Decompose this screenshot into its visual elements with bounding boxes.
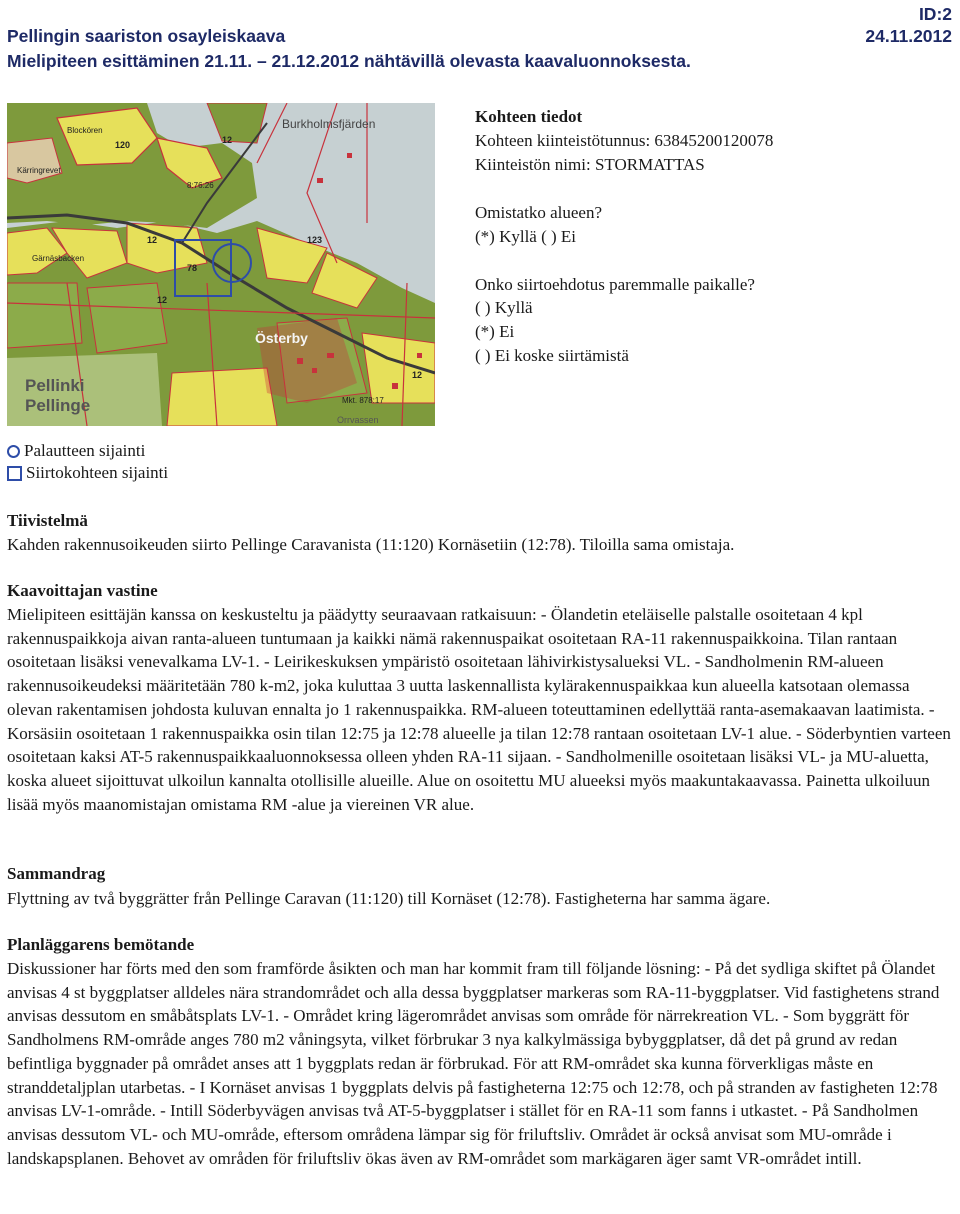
map-label: 8:76:26 — [187, 181, 214, 190]
map-parcel-number: 78 — [187, 263, 198, 273]
document-id: ID:2 — [918, 4, 952, 24]
map-label: Blockören — [67, 126, 103, 135]
siirto-question: Onko siirtoehdotus paremmalle paikalle? — [475, 275, 755, 294]
kiinteiston-nimi: Kiinteistön nimi: STORMATTAS — [475, 155, 705, 174]
siirto-answer-ei-koske: ( ) Ei koske siirtämistä — [475, 346, 629, 365]
legend-siirto — [7, 462, 168, 484]
square-marker-icon — [7, 466, 22, 481]
map-label: Österby — [255, 330, 308, 346]
map-label: Orrvassen — [337, 415, 379, 425]
circle-marker-icon — [7, 445, 20, 458]
map-image — [7, 103, 435, 426]
kohde-heading: Kohteen tiedot — [475, 107, 583, 126]
legend-palaute — [7, 440, 145, 462]
map-label: Pellinge — [25, 396, 91, 415]
planlaggare-text: Diskussioner har förts med den som framförde åsikten och man har kommit fram till följande lösning: - På det sydliga skiftet på Ölandet anvisas 4 st byggplatser alldeles nära strandområdet och alla dessa byggplatser markeras som RA-11-byggplatser. Vid fastighetens strand anvisas dessutom en småbåtsplats LV-1. - Området kring lägerområdet anvisas som område för närrekreation VL. - Som byggrätt för Sandholmens RM-område anges 780 m2 våningsyta, vilket förbrukar 3 nya kalkylmässiga bybyggplatser, då det på grund av redan befintliga byggnader på området anses att 1 byggplats redan är förbrukad. För att RM-området ska kunna förverkligas måste en stranddetaljplan utarbetas. - I Kornäset anvisas 1 byggplats delvis på fastigheterna 12:75 och 12:78, och på stranden av fastigheten 12:78 anvisas LV-1-område. - Intill Söderbyvägen anvisas två AT-5-byggplatser i stället för en RA-11 som fanns i utkastet. - På Sandholmen anvisas dessutom VL- och MU-område, eftersom områdena lämpar sig för friluftsliv. Området är också anvisat som MU-område i landskapsplanen. Behovet av områden för friluftsliv ökas även av RM-området som markägaren äger samt VR-området intill. — [7, 959, 940, 1168]
map-parcel-number: 120 — [115, 140, 131, 150]
map-parcel-number: 12 — [147, 235, 158, 245]
omistaja-answer: (*) Kyllä ( ) Ei — [475, 227, 577, 246]
map-label: Burkholmsfjärden — [282, 117, 376, 131]
kiinteistotunnus: Kohteen kiinteistötunnus: 63845200120078 — [475, 131, 774, 150]
document-date: 24.11.2012 — [865, 26, 952, 46]
sammandrag-text: Flyttning av två byggrätter från Pellinge Caravan (11:120) till Kornäset (12:78). Fastigheterna har samma ägare. — [7, 889, 771, 908]
map-label: Mkt. 878:17 — [342, 396, 384, 405]
tiivistelma-text: Kahden rakennusoikeuden siirto Pellinge Caravanista (11:120) Kornäsetiin (12:78). Tiloilla sama omistaja. — [7, 535, 735, 554]
document-title: Pellingin saariston osayleiskaava — [7, 26, 286, 46]
siirto-answer-kylla: ( ) Kyllä — [475, 298, 533, 317]
siirto-answer-ei: (*) Ei — [475, 322, 515, 341]
map-label: Kärringrevet — [17, 166, 61, 175]
vastine-text: Mielipiteen esittäjän kanssa on keskusteltu ja päädytty seuraavaan ratkaisuun: - Ölandetin eteläiselle palstalle osoitetaan 4 kpl rakennuspaikkoja aivan ranta-alueen tuntumaan ja kaikki nämä rakennuspaikat osoitetaan RA-11 rakennuspaikkoina. Tilan rantaan osoitetaan lisäksi venevalkama LV-1. - Leirikeskuksen ympäristö osoitetaan lähivirkistysalueksi VL. - Sandholmenin RM-alueen rakennusoikeudeksi määritetään 780 k-m2, joka kuluttaa 3 uutta laskennallista kylärakennuspaikkaa kun alueella katsotaan olemassa olevan rakentamisen johdosta kuluvan ennalta jo 1 rakennuspaikka. RM-alueen toteuttaminen edellyttää ranta-asemakaavan laatimista. - Korsäsiin osoitetaan 1 rakennuspaikka osin tilan 12:75 ja 12:78 alueelle ja tilan 12:78 rantaan osoitetaan LV-1 alue. - Söderbyntien varteen osoitetaan kaksi AT-5 rakennuspaikkaaluonnoksessa olleen yhden RA-11 sijaan. - Sandholmenille osoitetaan lisäksi VL- ja MU-aluetta, koska alueet sijoittuvat ulkoilun kannalta otollisille alueille. Alue on osoitettu MU alueeksi myös maakuntakaavassa. Painetta ulkoiluun lisää myös maanomistajan omistama RM -alue ja viereinen VR alue. — [7, 605, 951, 814]
tiivistelma-heading: Tiivistelmä — [7, 511, 88, 530]
legend-palaute-label: Palautteen sijainti — [24, 441, 146, 460]
map-parcel-number: 12 — [412, 370, 423, 380]
map-parcel-number: 123 — [307, 235, 323, 245]
omistaja-question: Omistatko alueen? — [475, 203, 602, 222]
vastine-heading: Kaavoittajan vastine — [7, 581, 158, 600]
planlaggare-heading: Planläggarens bemötande — [7, 935, 195, 954]
legend-siirto-label: Siirtokohteen sijainti — [26, 463, 169, 482]
sammandrag-heading: Sammandrag — [7, 864, 106, 883]
map-label: Gärnäsbacken — [32, 254, 85, 263]
map-parcel-number: 12 — [222, 135, 233, 145]
map-parcel-number: 12 — [157, 295, 168, 305]
document-subtitle: Mielipiteen esittäminen 21.11. – 21.12.2012 nähtävillä olevasta kaavaluonnoksesta. — [7, 51, 691, 71]
map-label: Pellinki — [25, 376, 85, 395]
